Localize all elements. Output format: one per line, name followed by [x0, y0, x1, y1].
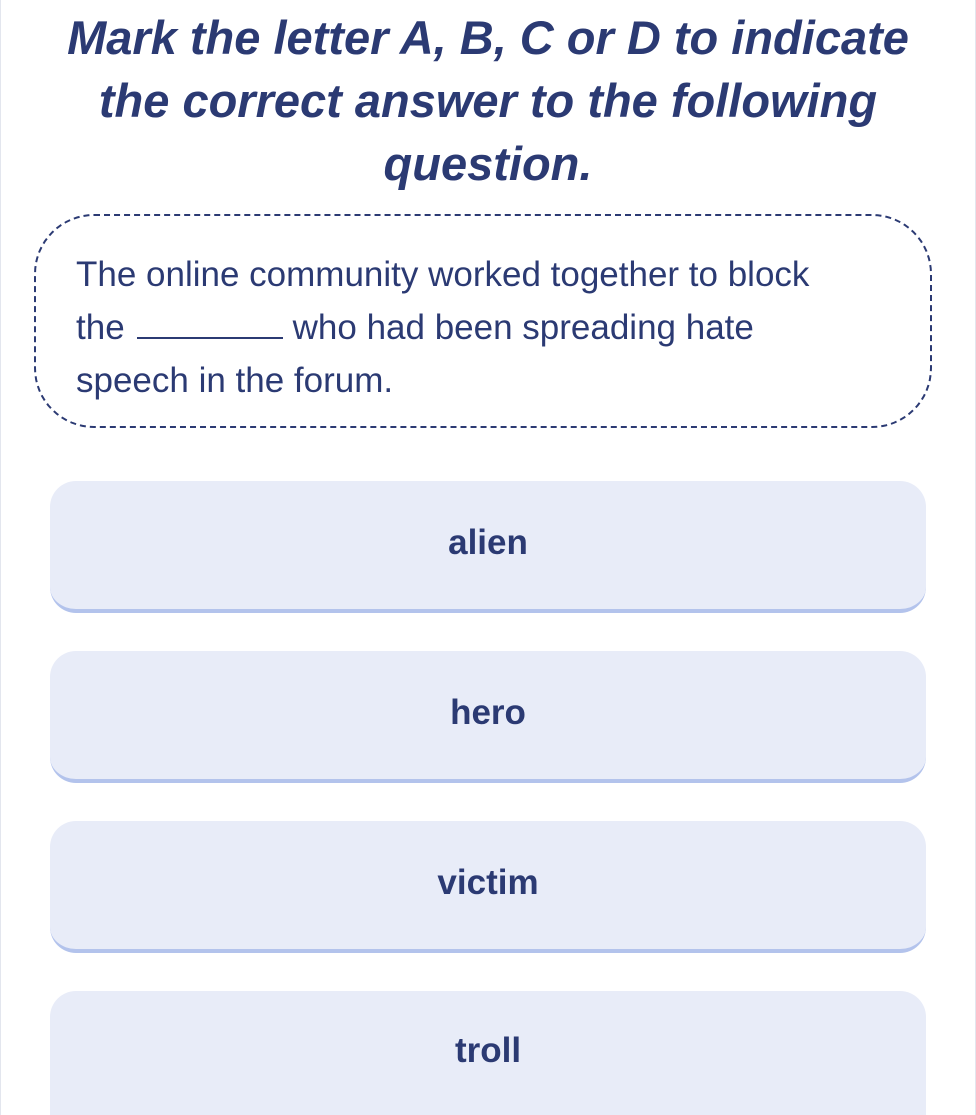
option-b-label: hero	[450, 693, 526, 732]
question-text	[76, 248, 866, 407]
page-edge-left	[0, 0, 1, 1115]
option-d-label: troll	[454, 1031, 522, 1070]
question-text-before-blank: The online community worked together to block the	[76, 255, 810, 347]
question-card	[34, 214, 932, 428]
option-b-button[interactable]	[50, 651, 926, 783]
option-d-button[interactable]	[50, 991, 926, 1115]
instruction-heading: Mark the letter A, B, C or D to indicate the correct answer to the following question.	[67, 11, 909, 190]
option-a-label: alien	[448, 523, 528, 562]
question-text-after-blank: who had been spreading hate speech in the forum.	[76, 308, 754, 400]
option-c-button[interactable]	[50, 821, 926, 953]
option-c-label: victim	[437, 863, 539, 902]
answer-blank	[137, 307, 283, 339]
option-a-button[interactable]	[50, 481, 926, 613]
